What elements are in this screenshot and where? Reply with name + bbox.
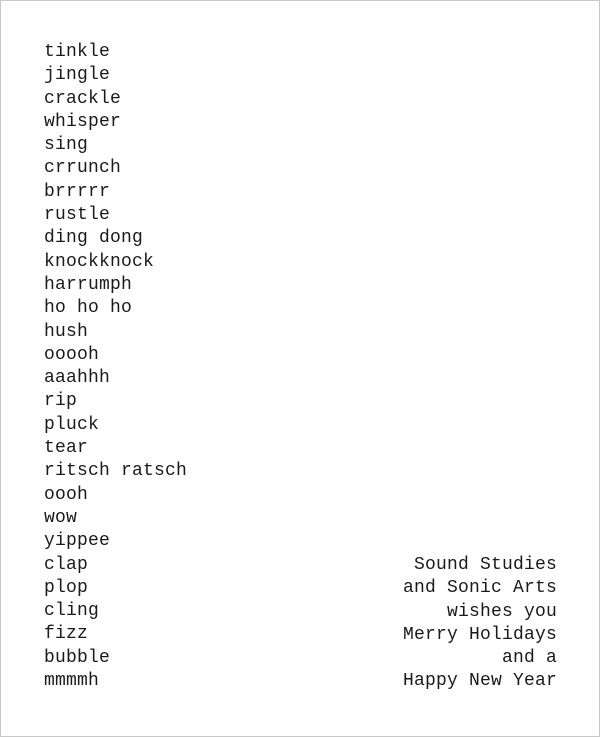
greeting-line-6: Happy New Year [402, 671, 557, 692]
sound-word: knockknock [44, 251, 155, 272]
sound-word: whisper [44, 111, 122, 132]
sound-word: yippee [44, 531, 111, 552]
sound-word: crrunch [44, 158, 122, 179]
greeting-line-4: Merry Holidays [402, 624, 557, 645]
sound-word: cling [44, 601, 100, 622]
sound-word: tinkle [44, 42, 111, 62]
sound-word: ho ho ho [44, 298, 133, 319]
sound-word: mmmmh [44, 671, 100, 692]
sound-word: crackle [44, 88, 122, 109]
sound-word: pluck [44, 414, 100, 435]
sound-word: plop [44, 577, 89, 598]
greeting-line-1: Sound Studies [413, 555, 557, 575]
holiday-greeting [403, 554, 557, 694]
sound-word: ooooh [44, 344, 100, 365]
sound-word: wow [44, 507, 78, 528]
sound-word: clap [44, 554, 89, 575]
greeting-line-3: wishes you [446, 601, 557, 622]
sound-word: harrumph [44, 274, 133, 295]
sound-word: bubble [44, 647, 111, 668]
sound-word: oooh [44, 484, 89, 505]
sound-word: tear [44, 438, 89, 459]
sound-word: ding dong [44, 228, 144, 249]
sound-word: hush [44, 321, 89, 342]
sound-word: rip [44, 391, 78, 412]
sound-word: jingle [44, 65, 111, 86]
sound-word: aaahhh [44, 368, 111, 389]
sound-word: ritsch ratsch [44, 461, 188, 482]
sound-word: rustle [44, 205, 111, 226]
greeting-line-5: and a [501, 648, 557, 669]
sound-word-list [44, 41, 187, 693]
sound-word: sing [44, 135, 89, 156]
sound-word: brrrrr [44, 181, 111, 202]
sound-word: fizz [44, 624, 89, 645]
greeting-line-2: and Sonic Arts [402, 578, 557, 599]
